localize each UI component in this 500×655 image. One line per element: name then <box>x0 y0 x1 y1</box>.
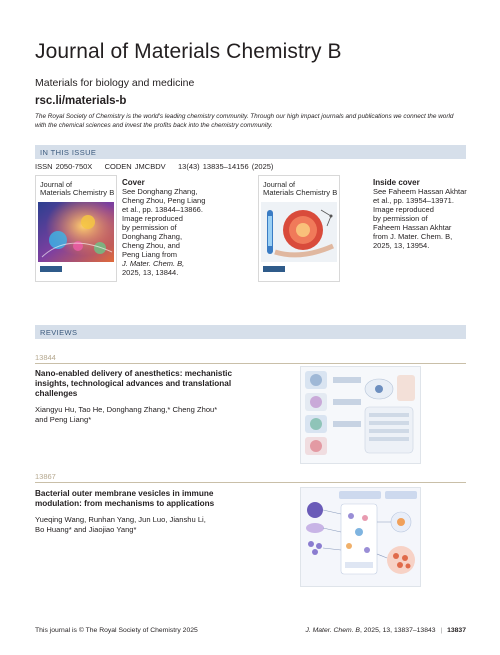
article-title[interactable]: Nano-enabled delivery of anesthetics: mechanistic insights, technological advances and translational challenges <box>35 369 233 398</box>
reviews-bar <box>35 325 466 339</box>
article-graphical-abstract-2[interactable] <box>300 487 421 587</box>
inside-cover-caption <box>373 178 467 250</box>
inside-rsc-logo <box>263 266 285 272</box>
issn-line <box>35 162 273 171</box>
inside-cover-journal-line2: Materials Chemistry B <box>263 188 338 197</box>
inside-cover-label: Inside cover <box>373 178 420 187</box>
footer-page-number: 13837 <box>447 627 466 634</box>
reviews-label: REVIEWS <box>40 328 78 337</box>
article-page-number-2: 13867 <box>35 472 56 481</box>
inside-cover-artwork <box>261 202 337 262</box>
article-authors: Xiangyu Hu, Tao He, Donghang Zhang,* Cheng Zhou* and Peng Liang* <box>35 405 218 424</box>
in-this-issue-bar <box>35 145 466 159</box>
article-title-2[interactable]: Bacterial outer membrane vesicles in immune modulation: from mechanisms to applications <box>35 489 215 508</box>
graphical-abstract-art-2 <box>301 488 420 586</box>
journal-subtitle: Materials for biology and medicine <box>35 77 195 89</box>
footer-separator: | <box>440 627 443 634</box>
inside-cover-journal-line1: Journal of <box>263 180 296 189</box>
journal-url[interactable]: rsc.li/materials-b <box>35 95 127 107</box>
issn: ISSN 2050-750X <box>35 162 93 171</box>
front-cover-image[interactable] <box>35 175 117 282</box>
in-this-issue-label: IN THIS ISSUE <box>40 148 97 157</box>
rsc-description: The Royal Society of Chemistry is the world's leading chemistry community. Through our high impact journals and publications we connect the world with the chemical sciences and invest the profits back into the chemistry community. <box>35 113 454 129</box>
cover-caption <box>122 178 205 277</box>
graphical-abstract-art <box>301 367 420 463</box>
cover-label: Cover <box>122 178 145 187</box>
article-authors-2: Yueqing Wang, Runhan Yang, Jun Luo, Jianshu Li, Bo Huang* and Jiaojiao Yang* <box>35 515 206 534</box>
cover-journal-line1: Journal of <box>40 180 73 189</box>
volume-pages: 13(43) 13835–14156 (2025) <box>178 162 274 171</box>
footer-journal-abbrev: J. Mater. Chem. B <box>305 627 360 634</box>
cover-journal-line2: Materials Chemistry B <box>40 188 115 197</box>
footer-copyright: This journal is © The Royal Society of Chemistry 2025 <box>35 627 198 634</box>
article-divider <box>35 363 466 364</box>
article-graphical-abstract[interactable] <box>300 366 421 464</box>
inside-cover-description: See Faheem Hassan Akhtar et al., pp. 13954–13971. Image reproduced by permission of Faheem Hassan Akhtar from J. Mater. Chem. B, 2025, 13, 13954. <box>373 187 467 250</box>
cover-description: See Donghang Zhang, Cheng Zhou, Peng Liang et al., pp. 13844–13866. Image reproduced by permission of Donghang Zhang, Cheng Zhou, and Peng Liang from J. Mater. Chem. B, 2025, 13, 13844. <box>122 187 206 277</box>
journal-title: Journal of Materials Chemistry B <box>35 40 342 63</box>
footer-citation <box>305 627 466 634</box>
footer-volume: , 2025, 13, 13837–13843 <box>359 627 436 634</box>
article-page-number: 13844 <box>35 353 56 362</box>
coden: CODEN JMCBDV <box>104 162 166 171</box>
inside-cover-image[interactable] <box>258 175 340 282</box>
cover-artwork <box>38 202 114 262</box>
rsc-logo <box>40 266 62 272</box>
article-divider-2 <box>35 482 466 483</box>
